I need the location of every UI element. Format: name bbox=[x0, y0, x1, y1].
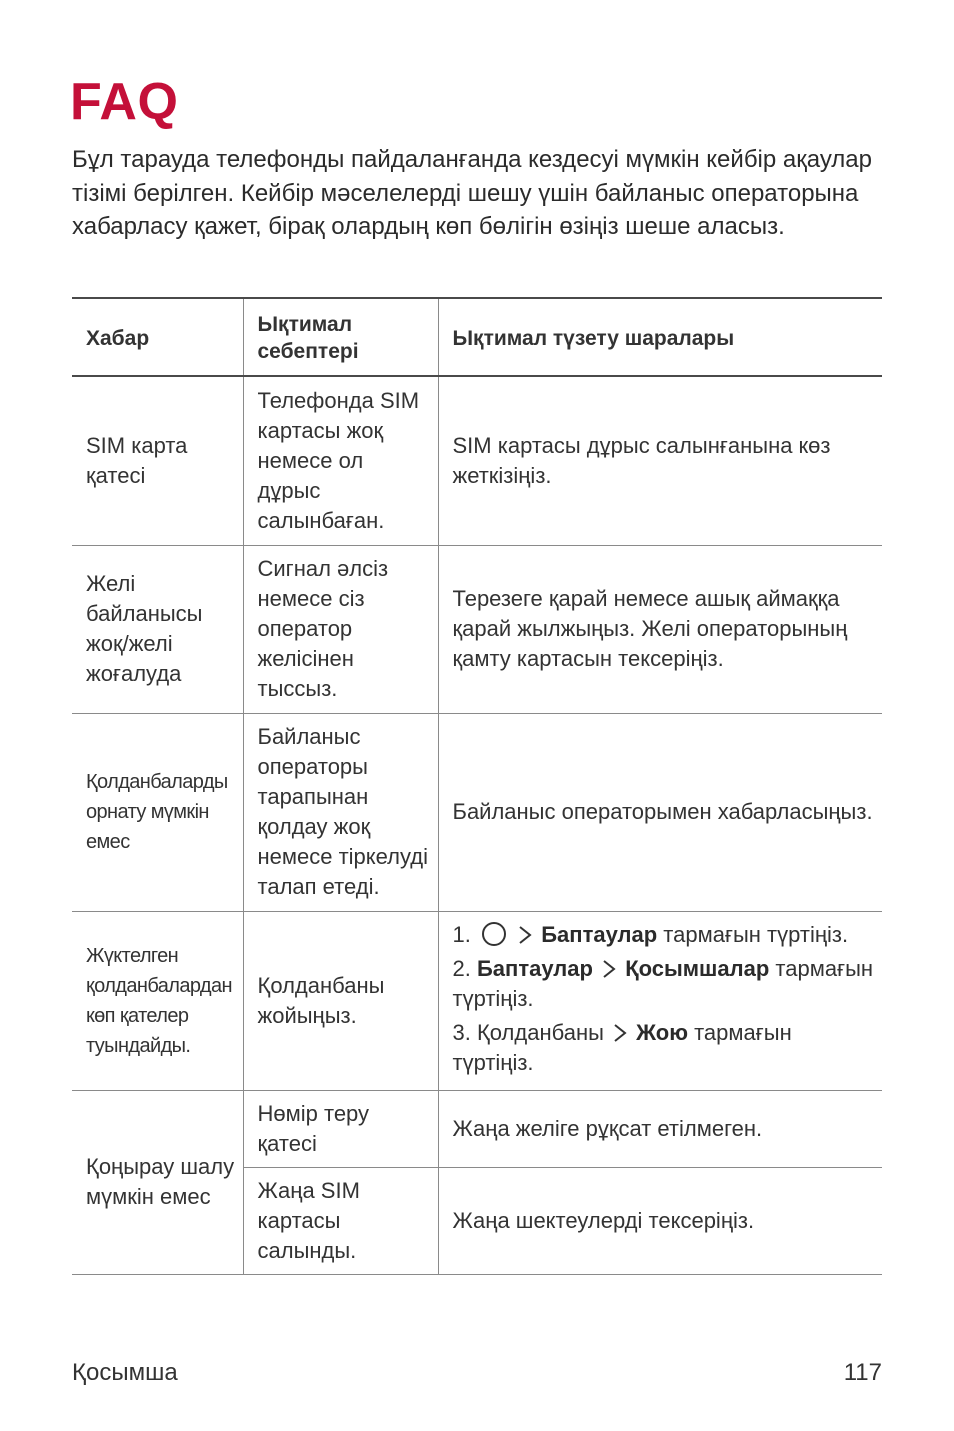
home-circle-icon bbox=[481, 921, 507, 947]
row-fix: Байланыс операторымен хабарласыңыз. bbox=[438, 713, 882, 911]
row-cause: Қолданбаны жойыңыз. bbox=[243, 911, 438, 1090]
header-message: Хабар bbox=[72, 298, 243, 376]
row-fix-steps bbox=[438, 911, 882, 1090]
table-row bbox=[72, 1090, 882, 1167]
row-cause: Байланыс операторы тарапынан қолдау жоқ немесе тіркелуді талап етеді. bbox=[243, 713, 438, 911]
row-fix: SIM картасы дұрыс салынғанына көз жеткізіңіз. bbox=[438, 376, 882, 545]
step-text: тармағын түртіңіз. bbox=[452, 955, 874, 1011]
step-number: 1. bbox=[452, 921, 471, 947]
row-fix: Терезеге қарай немесе ашық аймаққа қарай жылжыңыз. Желі операторының қамту картасын тексеріңіз. bbox=[438, 545, 882, 713]
step-text: тармағын түртіңіз. bbox=[452, 1019, 792, 1075]
intro-paragraph: Бұл тарауда телефонды пайдаланғанда кездесуі мүмкін кейбір ақаулар тізімі берілген. Кейбір мәселелерді шешу үшін байланыс операторына хабарласу қажет, бірақ олардың көп бөлігін өзіңіз шеше аласыз. bbox=[72, 146, 873, 240]
step-item bbox=[453, 920, 875, 950]
step-item bbox=[453, 1018, 875, 1078]
header-fix: Ықтимал түзету шаралары bbox=[438, 298, 882, 376]
table-row bbox=[72, 713, 882, 911]
row-cause: Телефонда SIM картасы жоқ немесе ол дұрыс салынбаған. bbox=[243, 376, 438, 545]
footer-section-name: Қосымша bbox=[72, 1359, 178, 1386]
row-fix: Жаңа шектеулерді тексеріңіз. bbox=[438, 1167, 882, 1274]
chevron-right-icon bbox=[517, 925, 533, 945]
table-header-row bbox=[72, 298, 882, 376]
row-message: Жүктелген қолданбалардан көп қателер туындайды. bbox=[72, 911, 243, 1090]
step-text: Қолданбаны bbox=[476, 1019, 604, 1045]
row-message: Қоңырау шалу мүмкін емес bbox=[72, 1090, 243, 1274]
step-menu-label: Баптаулар bbox=[476, 955, 593, 981]
step-submenu-label: Қосымшалар bbox=[625, 955, 770, 981]
table-row bbox=[72, 911, 882, 1090]
page-title: FAQ bbox=[70, 73, 179, 131]
row-cause: Жаңа SIM картасы салынды. bbox=[243, 1167, 438, 1274]
table-row bbox=[72, 545, 882, 713]
step-menu-label: Баптаулар bbox=[541, 921, 658, 947]
table-row bbox=[72, 376, 882, 545]
row-message: SIM карта қатесі bbox=[72, 376, 243, 545]
chevron-right-icon bbox=[601, 959, 617, 979]
step-text: тармағын түртіңіз. bbox=[657, 921, 849, 947]
row-message: Қолданбаларды орнату мүмкін емес bbox=[72, 713, 243, 911]
faq-table bbox=[72, 297, 882, 1275]
step-menu-label: Жою bbox=[636, 1019, 688, 1045]
step-number: 2. bbox=[452, 955, 471, 981]
row-cause: Сигнал әлсіз немесе сіз оператор желісінен тыссыз. bbox=[243, 545, 438, 713]
row-fix: Жаңа желіге рұқсат етілмеген. bbox=[438, 1090, 882, 1167]
step-number: 3. bbox=[452, 1019, 471, 1045]
row-cause: Нөмір теру қатесі bbox=[243, 1090, 438, 1167]
chevron-right-icon bbox=[612, 1023, 628, 1043]
row-message: Желі байланысы жоқ/желі жоғалуда bbox=[72, 545, 243, 713]
step-item bbox=[453, 954, 875, 1014]
footer-page-number: 117 bbox=[843, 1359, 882, 1386]
header-cause: Ықтимал себептері bbox=[243, 298, 438, 376]
